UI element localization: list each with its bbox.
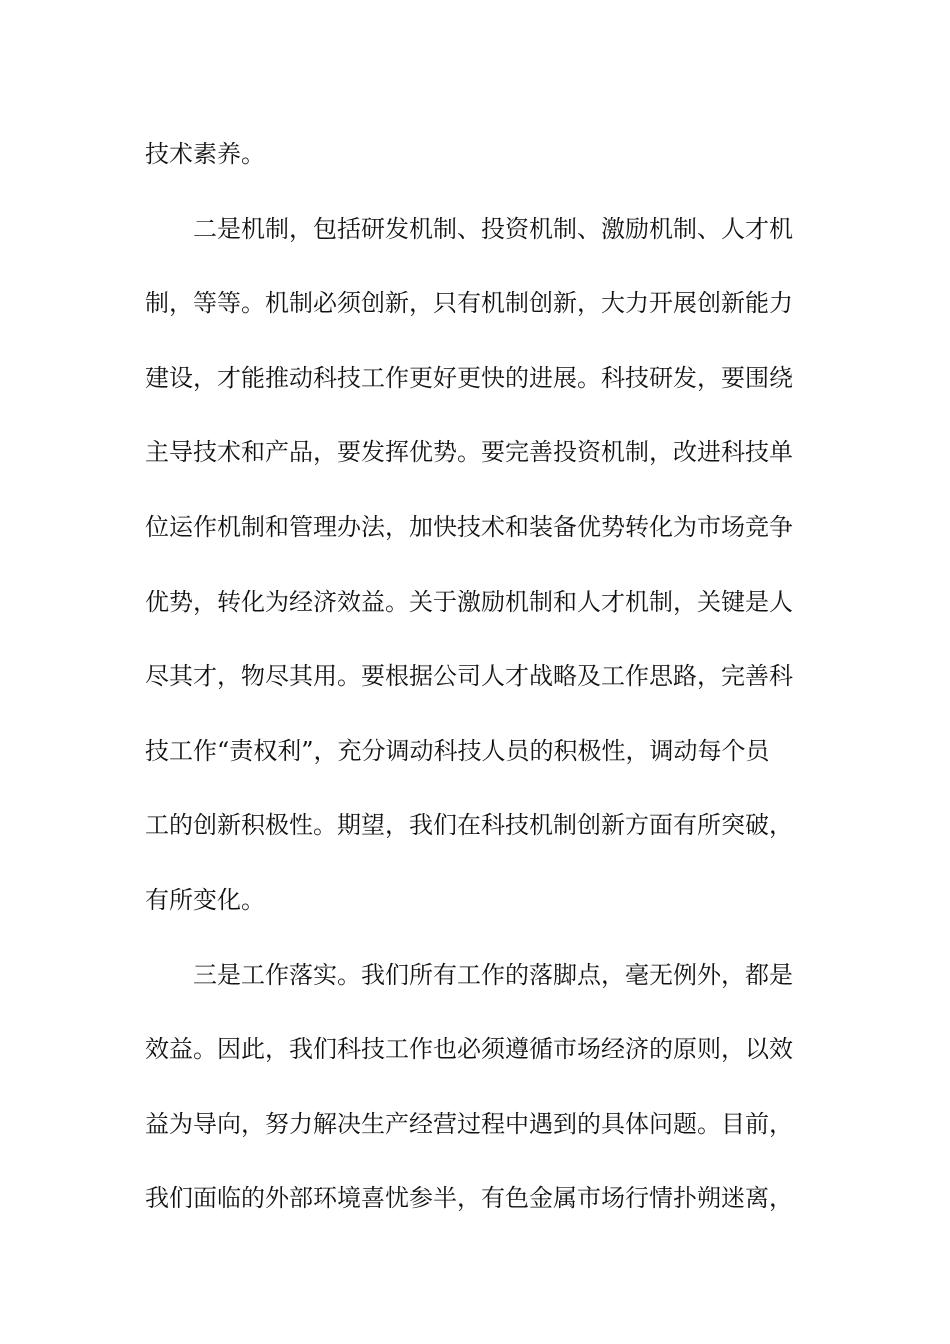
text-line: 尽其才，物尽其用。要根据公司人才战略及工作思路，完善科 bbox=[145, 662, 793, 691]
text-line: 益为导向，努力解决生产经营过程中遇到的具体问题。目前， bbox=[145, 1109, 793, 1138]
text-line: 位运作机制和管理办法，加快技术和装备优势转化为市场竞争 bbox=[145, 512, 793, 541]
text-line: 建设，才能推动科技工作更好更快的进展。科技研发，要围绕 bbox=[145, 363, 793, 392]
text-line: 效益。因此，我们科技工作也必须遵循市场经济的原则，以效 bbox=[145, 1035, 793, 1064]
text-line: 技工作“责权利”，充分调动科技人员的积极性，调动每个员 bbox=[145, 736, 770, 765]
text-line: 技术素养。 bbox=[145, 140, 265, 168]
paragraph-start-line: 三是工作落实。我们所有工作的落脚点，毫无例外，都是 bbox=[193, 960, 793, 989]
text-line: 有所变化。 bbox=[145, 885, 265, 914]
text-line: 优势，转化为经济效益。关于激励机制和人才机制，关键是人 bbox=[145, 587, 793, 616]
text-line: 制，等等。机制必须创新，只有机制创新，大力开展创新能力 bbox=[145, 289, 793, 318]
text-line: 主导技术和产品，要发挥优势。要完善投资机制，改进科技单 bbox=[145, 438, 793, 467]
paragraph-start-line: 二是机制，包括研发机制、投资机制、激励机制、人才机 bbox=[193, 214, 793, 243]
body-text bbox=[145, 126, 810, 1245]
text-line: 工的创新积极性。期望，我们在科技机制创新方面有所突破， bbox=[145, 811, 793, 840]
text-line: 我们面临的外部环境喜忧参半，有色金属市场行情扑朔迷离， bbox=[145, 1184, 793, 1213]
